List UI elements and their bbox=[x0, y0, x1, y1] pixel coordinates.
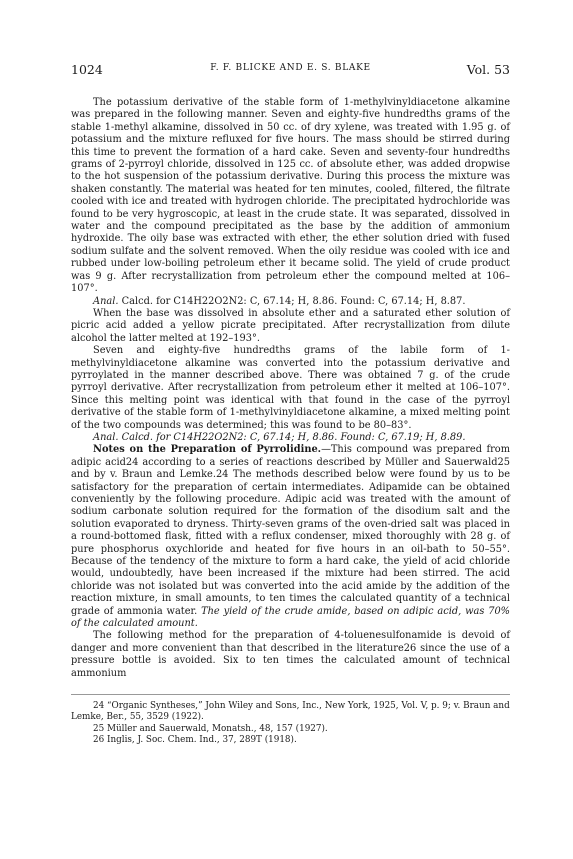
paragraph-text: —This compound was prepared from adipic acid24 according to a series of reactions described by Müller and Sauerwald25 and by v. Braun and Lemke.24 The methods described below were found by us to be satisfactory for the preparation of certain intermediates. Adipamide can be obtained conveniently by the following procedure. Adipic acid was treated with the amount of sodium carbonate solution required for the formation of the disodium salt and the solution evaporated to dryness. Thirty-seven grams of the oven-dried salt was placed in a round-bottomed flask, fitted with a reflux condenser, mixed thoroughly with 28 g. of pure phosphorus oxychloride and heated for five hours in an oil-bath to 50–55°. Because of the tendency of the mixture to form a hard cake, the yield of acid chloride would, undoubtedly, have been increased if the mixture had been stirred. The acid chloride was not isolated but was converted into the acid amide by the addition of the reaction mixture, in small amounts, to ten times the calculated quantity of a technical grade of ammonia water. bbox=[71, 444, 510, 617]
volume-label: Vol. 53 bbox=[466, 62, 510, 77]
footnotes bbox=[71, 694, 510, 746]
paragraph: Seven and eighty-five hundredths grams of the labile form of 1-methylvinyldiacetone alkamine was converted into the potassium derivative and pyrroylated in the manner described above. There was obtained 7 g. of the crude pyrroyl derivative. After recrystallization from petroleum ether it melted at 106–107°. Since this melting point was identical with that found in the case of the pyrroyl derivative of the stable form of 1-methylvinyldiacetone alkamine, a mixed melting point of the two compounds was determined; this was found to be 80–83°. bbox=[71, 345, 510, 431]
section-heading: Notes on the Preparation of Pyrrolidine. bbox=[93, 444, 322, 456]
analysis-line bbox=[71, 296, 510, 308]
footnote: 26 Inglis, J. Soc. Chem. Ind., 37, 289T (1918). bbox=[93, 734, 297, 745]
analysis-label: Anal. bbox=[93, 295, 119, 307]
paragraph: When the base was dissolved in absolute ether and a saturated ether solution of picric acid added a yellow picrate precipitated. After recrystallization from dilute alcohol the latter melted at 192–193°. bbox=[71, 307, 510, 344]
paragraph-italic-text: The yield of the crude amide, based on adipic acid, was 70% of the calculated amount. bbox=[71, 605, 510, 630]
analysis-line bbox=[71, 432, 510, 444]
paragraph: The following method for the preparation of 4-toluenesulfonamide is devoid of danger and more convenient than that described in the literature26 since the use of a pressure bottle is avoided. Six to ten times the calculated amount of technical ammonium bbox=[71, 630, 510, 679]
analysis-label: Anal. bbox=[93, 431, 119, 443]
analysis-values: Calcd. for C14H22O2N2: C, 67.14; H, 8.86. Found: C, 67.19; H, 8.89. bbox=[121, 431, 466, 443]
article-body bbox=[71, 97, 510, 680]
paragraph bbox=[71, 444, 510, 630]
page-header bbox=[71, 62, 510, 84]
analysis-values: Calcd. for C14H22O2N2: C, 67.14; H, 8.86. Found: C, 67.14; H, 8.87. bbox=[121, 295, 466, 307]
footnote: 25 Müller and Sauerwald, Monatsh., 48, 157 (1927). bbox=[93, 723, 328, 734]
running-title: F. F. BLICKE AND E. S. BLAKE bbox=[210, 63, 371, 73]
page-number: 1024 bbox=[71, 62, 103, 77]
paragraph: The potassium derivative of the stable form of 1-methylvinyldiacetone alkamine was prepared in the following manner. Seven and eighty-five hundredths grams of the stable 1-methyl alkamine, dissolved in 50 cc. of dry xylene, was treated with 1.95 g. of potassium and the mixture refluxed for five hours. The mass should be stirred during this time to prevent the formation of a hard cake. Seven and seventy-four hundredths grams of 2-pyrroyl chloride, dissolved in 125 cc. of absolute ether, was added dropwise to the hot suspension of the potassium derivative. During this process the mixture was shaken constantly. The material was heated for ten minutes, cooled, filtered, the filtrate cooled with ice and treated with hydrogen chloride. The precipitated hydrochloride was found to be very hygroscopic, at least in the crude state. It was separated, dissolved in water and the compound precipitated as the base by the addition of ammonium hydroxide. The oily base was extracted with ether, the ether solution dried with fused sodium sulfate and the solvent removed. When the oily residue was cooled with ice and rubbed under low-boiling petroleum ether it became solid. The yield of crude product was 9 g. After recrystallization from petroleum ether the compound melted at 106–107°. bbox=[71, 97, 510, 295]
footnote: 24 “Organic Syntheses,” John Wiley and Sons, Inc., New York, 1925, Vol. V, p. 9; v. Braun and Lemke, Ber., 55, 3529 (1922). bbox=[71, 701, 510, 723]
